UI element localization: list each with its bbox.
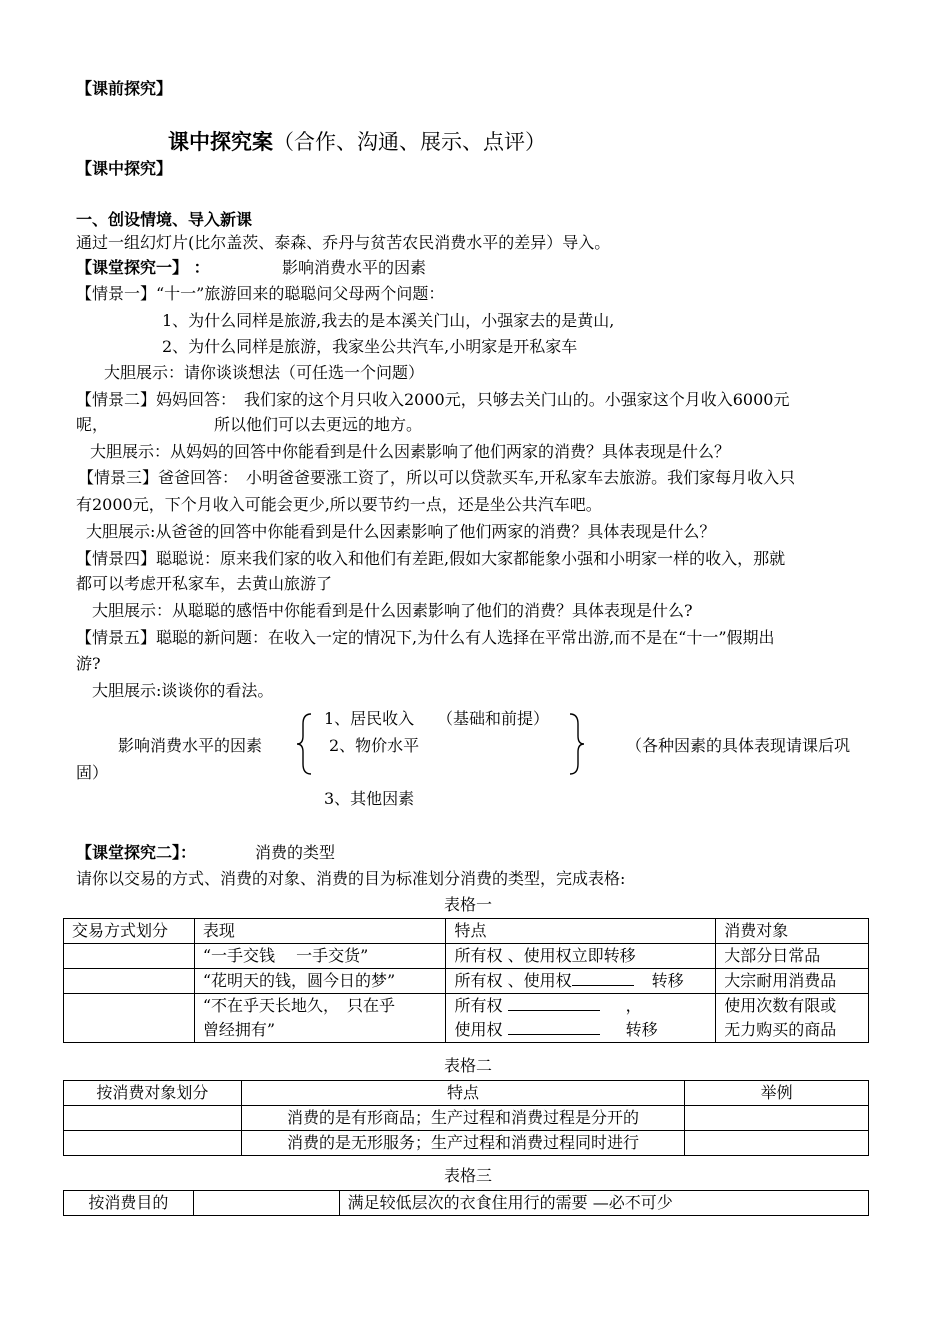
cell-line: 曾经拥有”: [202, 1020, 276, 1039]
section2-instruction: 请你以交易的方式、消费的对象、消费的目为标准划分消费的类型，完成表格:: [76, 869, 626, 888]
fill-blank[interactable]: [508, 996, 600, 1011]
table-cell: 所有权 、使用权立即转移: [446, 944, 716, 969]
scene1-text: 【情景一】“十一”旅游回来的聪聪问父母两个问题：: [76, 284, 445, 303]
explore2-topic: 消费的类型: [255, 843, 336, 862]
feature-text: 所有权 、使用权: [454, 971, 572, 990]
cell-line: “不在乎天长地久， 只在乎: [202, 996, 396, 1015]
table-header: 交易方式划分: [64, 919, 195, 944]
feature-text: 转移: [651, 971, 684, 990]
table-row: [64, 944, 869, 969]
scene2-line2a: 呢，: [76, 415, 109, 434]
table-header: 举例: [685, 1081, 869, 1106]
table-cell-empty[interactable]: [64, 1106, 242, 1131]
table2: [63, 1080, 869, 1156]
fill-blank[interactable]: [572, 971, 634, 986]
feature-text: 转移: [625, 1020, 658, 1039]
factors-note-line2: 固）: [76, 763, 109, 782]
table-header: 特点: [446, 919, 716, 944]
factor-income: 1、居民收入: [324, 709, 415, 728]
table-header: 消费对象: [716, 919, 869, 944]
scene3-line1: 【情景三】爸爸回答： 小明爸爸要涨工资了，所以可以贷款买车,开私家车去旅游。我们家每月收入只: [78, 468, 796, 487]
feature-text: ，: [625, 996, 642, 1015]
table-cell: [194, 994, 446, 1043]
explore1-label: 【课堂探究一】 ：: [76, 258, 210, 277]
table-row: [64, 1081, 869, 1106]
scene2-line2b: 所以他们可以去更远的地方。: [214, 415, 423, 434]
factor-price: 2、物价水平: [329, 736, 420, 755]
scene4-line2: 都可以考虑开私家车，去黄山旅游了: [76, 574, 333, 593]
table-cell: [446, 969, 716, 994]
table-cell-empty[interactable]: [64, 944, 195, 969]
factor-other: 3、其他因素: [324, 789, 415, 808]
scene3-line2: 有2000元，下个月收入可能会更少,所以要节约一点，还是坐公共汽车吧。: [76, 495, 602, 514]
scene2-line1: 【情景二】妈妈回答： 我们家的这个月只收入2000元，只够去关门山的。小强家这个月收入6000元: [76, 390, 790, 409]
explore1-topic: 影响消费水平的因素: [282, 258, 427, 277]
table-cell: 大部分日常品: [716, 944, 869, 969]
table-cell-empty[interactable]: [685, 1106, 869, 1131]
table-cell-empty[interactable]: [193, 1191, 339, 1216]
scene1-question-1: 1、为什么同样是旅游,我去的是本溪关门山，小强家去的是黄山,: [162, 311, 615, 330]
in-class-heading: 【课中探究】: [76, 159, 173, 178]
table1: [63, 918, 869, 1043]
table-row: [64, 969, 869, 994]
table-row: [64, 994, 869, 1043]
table-cell: [716, 994, 869, 1043]
show2-text: 大胆展示：从妈妈的回答中你能看到是什么因素影响了他们两家的消费？具体表现是什么？: [90, 442, 731, 461]
table-row: [64, 1191, 869, 1216]
scene5-line2: 游?: [76, 654, 101, 673]
table3-caption: 表格三: [444, 1166, 493, 1185]
feature-text: 所有权: [454, 996, 503, 1015]
cell-line: 无力购买的商品: [724, 1020, 837, 1039]
table2-caption: 表格二: [444, 1056, 493, 1075]
factors-note-line1: （各种因素的具体表现请课后巩: [626, 736, 851, 755]
table-header: 特点: [241, 1081, 684, 1106]
table-header: 表现: [194, 919, 446, 944]
pre-class-heading: 【课前探究】: [76, 79, 173, 98]
explore2-label: 【课堂探究二】：: [76, 843, 197, 862]
show5-text: 大胆展示:谈谈你的看法。: [92, 681, 274, 700]
factor-income-note: （基础和前提）: [437, 709, 550, 728]
section1-heading: 一、创设情境、导入新课: [76, 210, 253, 229]
table-cell-empty[interactable]: [64, 969, 195, 994]
table-cell: “花明天的钱，圆今日的梦”: [194, 969, 446, 994]
show3-text: 大胆展示:从爸爸的回答中你能看到是什么因素影响了他们两家的消费？具体表现是什么？: [86, 522, 716, 541]
table3: [63, 1190, 869, 1216]
show4-text: 大胆展示：从聪聪的感悟中你能看到是什么因素影响了他们的消费？具体表现是什么?: [92, 601, 693, 620]
table-cell-empty[interactable]: [64, 1131, 242, 1156]
right-brace-icon: [566, 712, 586, 776]
table-cell-empty[interactable]: [64, 994, 195, 1043]
table-cell: 大宗耐用消费品: [716, 969, 869, 994]
main-title: 课中探究案（合作、沟通、展示、点评）: [168, 129, 546, 154]
show1-text: 大胆展示：请你谈谈想法（可任选一个问题）: [104, 363, 425, 382]
scene5-line1: 【情景五】聪聪的新问题：在收入一定的情况下,为什么有人选择在平常出游,而不是在“十一”假期出: [76, 628, 775, 647]
table-header: 按消费目的: [64, 1191, 194, 1216]
table-cell-empty[interactable]: [685, 1131, 869, 1156]
table-row: [64, 1106, 869, 1131]
fill-blank[interactable]: [508, 1020, 600, 1035]
table-cell: [446, 994, 716, 1043]
table-cell: 满足较低层次的衣食住用行的需要 —必不可少: [339, 1191, 868, 1216]
table-row: [64, 1131, 869, 1156]
table-cell: 消费的是有形商品；生产过程和消费过程是分开的: [241, 1106, 684, 1131]
scene1-question-2: 2、为什么同样是旅游，我家坐公共汽车,小明家是开私家车: [162, 337, 578, 356]
cell-line: 使用次数有限或: [724, 996, 837, 1015]
table-row: [64, 919, 869, 944]
table1-caption: 表格一: [444, 895, 493, 914]
table-cell: “一手交钱 一手交货”: [194, 944, 446, 969]
table-cell: 消费的是无形服务；生产过程和消费过程同时进行: [241, 1131, 684, 1156]
factors-label: 影响消费水平的因素: [118, 736, 263, 755]
feature-text: 使用权: [454, 1020, 503, 1039]
section1-intro: 通过一组幻灯片(比尔盖茨、泰森、乔丹与贫苦农民消费水平的差异）导入。: [76, 233, 611, 252]
left-brace-icon: [295, 712, 315, 776]
scene4-line1: 【情景四】聪聪说：原来我们家的收入和他们有差距,假如大家都能象小强和小明家一样的收入，那就: [76, 549, 786, 568]
table-header: 按消费对象划分: [64, 1081, 242, 1106]
